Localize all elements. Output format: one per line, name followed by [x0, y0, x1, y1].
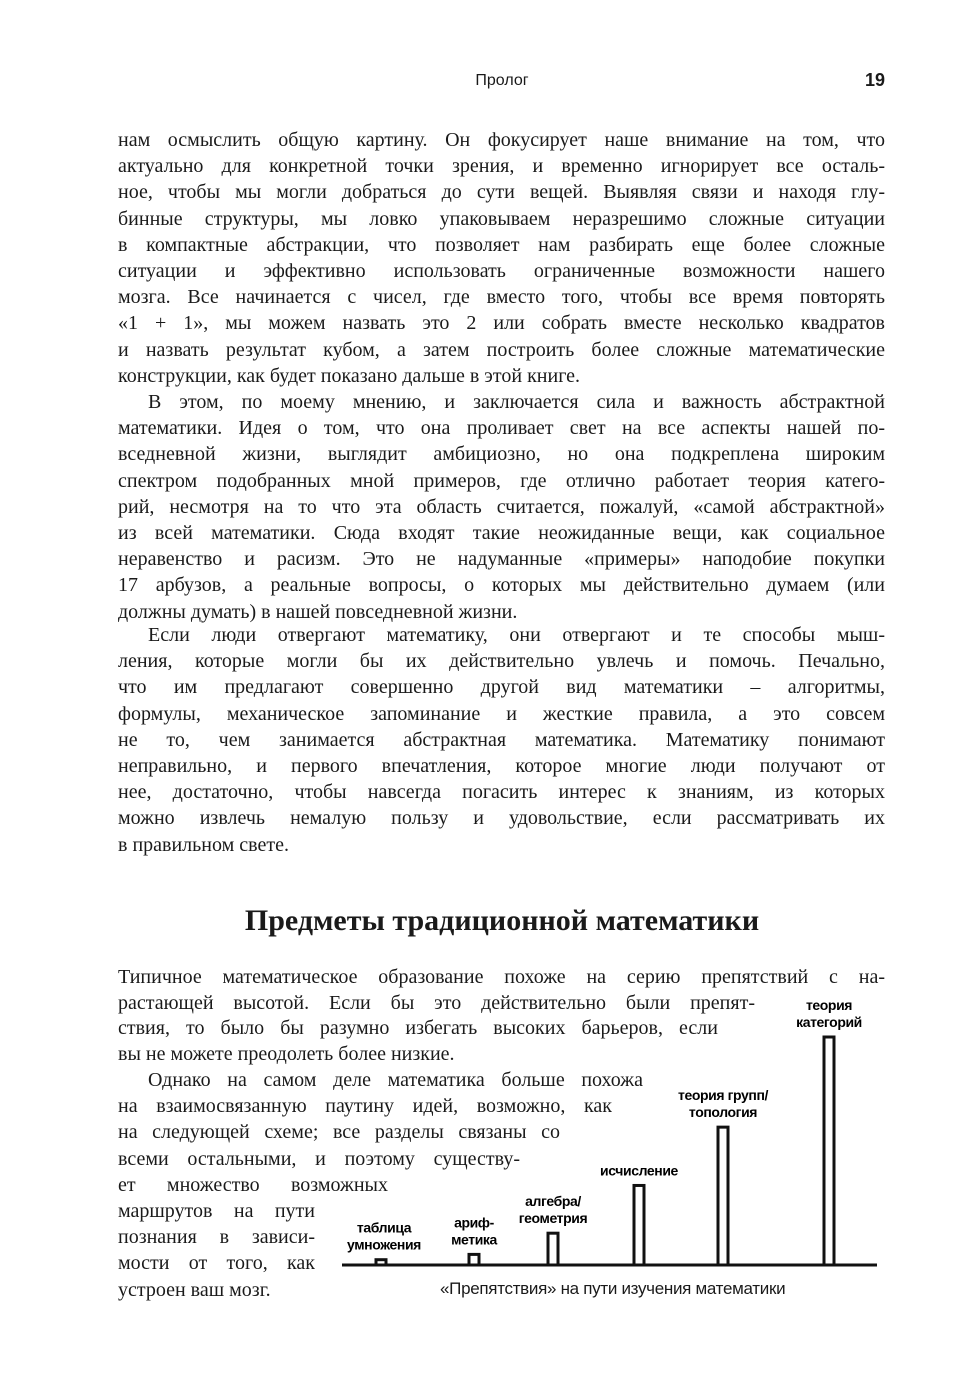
obstacle-label: алгебра/ — [525, 1193, 581, 1210]
text-line: математики. Идея о том, что она проливает свет на все аспекты нашей по- — [118, 417, 885, 440]
obstacle-bar — [376, 1260, 386, 1265]
text-line: познания в зависи- — [118, 1226, 315, 1249]
text-line: не то, чем занимается абстрактная математика. Математику понимают — [118, 728, 885, 751]
text-line: неправильно, и первого впечатления, которое многие люди получают от — [118, 755, 885, 777]
text-line: вседневной жизни, выглядит амбициозно, но она подкреплена широким — [118, 443, 885, 466]
text-line: спектром подобранных мной примеров, где отлично работает теория катего- — [118, 469, 885, 492]
text-line: В этом, по моему мнению, и заключается сила и важность абстрактной — [148, 391, 885, 413]
text-line: растающей высотой. Если бы это действительно были препят- — [118, 991, 755, 1014]
obstacle-bar — [634, 1185, 644, 1265]
text-line: Однако на самом деле математика больше похожа — [148, 1069, 643, 1091]
text-line: мости от того, как — [118, 1252, 315, 1275]
obstacle-label: топология — [688, 1104, 758, 1121]
text-line: на следующей схеме; все разделы связаны со — [118, 1121, 560, 1144]
section-title: Предметы традиционной математики — [244, 904, 760, 937]
text-line: что им предлагают совершенно другой вид математики – алгоритмы, — [118, 676, 885, 699]
text-line: ления, которые могли бы их действительно увлечь и помочь. Печально, — [118, 650, 885, 673]
text-line: нее, достаточно, чтобы навсегда погасить интерес к знаниям, из которых — [118, 781, 885, 804]
text-line: ет множество возможных — [118, 1173, 388, 1196]
obstacle-bar — [469, 1254, 479, 1265]
text-line: 17 арбузов, а реальные вопросы, о которых мы действительно думаем (или — [118, 574, 885, 597]
text-line: ное, чтобы мы могли добраться до сути вещей. Выявляя связи и находя глу- — [118, 181, 885, 204]
text-line: ситуации и эффективно использовать ограниченные возможности нашего — [118, 260, 885, 282]
obstacle-bar — [824, 1037, 834, 1265]
obstacle-label: ариф- — [454, 1214, 494, 1231]
page-number: 19 — [864, 70, 885, 90]
obstacle-label: геометрия — [518, 1210, 588, 1227]
text-line: вы не можете преодолеть более низкие. — [118, 1043, 455, 1066]
text-line: должны думать) в нашей повседневной жизни. — [118, 600, 518, 623]
text-line: Если люди отвергают математику, они отвергают и те способы мыш- — [148, 624, 885, 646]
text-line: маршрутов на пути — [118, 1200, 315, 1222]
obstacle-label: таблица — [356, 1219, 412, 1236]
text-line: из всей математики. Сюда входят такие неожиданные вещи, как социальное — [118, 522, 885, 544]
obstacle-bar — [718, 1127, 728, 1265]
text-line: в компактные абстракции, что позволяет нам разбирать еще более сложные — [118, 233, 885, 256]
obstacle-label: метика — [451, 1231, 497, 1248]
text-line: в правильном свете. — [118, 833, 289, 856]
text-line: «1 + 1», мы можем назвать это 2 или собрать вместе несколько квадратов — [118, 312, 885, 335]
text-line: можно извлечь немалую пользу и удовольствие, если рассматривать их — [118, 807, 885, 830]
text-line: актуально для конкретной точки зрения, и временно игнорирует все осталь- — [118, 155, 885, 178]
text-line: неравенство и расизм. Это не надуманные «примеры» наподобие покупки — [118, 548, 885, 571]
obstacle-label: категорий — [796, 1014, 862, 1030]
text-line: рий, несмотря на то что эта область считается, пожалуй, «самой абстрактной» — [118, 495, 885, 518]
text-line: мозга. Все начинается с чисел, где вместо того, чтобы все время повторять — [118, 286, 885, 309]
text-line: ствия, то было бы разумно избегать высоких барьеров, если — [118, 1017, 718, 1040]
obstacle-bar — [548, 1233, 558, 1265]
obstacle-label: умножения — [347, 1236, 421, 1253]
text-line: и назвать результат кубом, а затем построить более сложные математические — [118, 338, 885, 361]
text-line: конструкции, как будет показано дальше в этой книге. — [118, 364, 581, 387]
text-line: бинные структуры, мы ловко упаковываем неразрешимо сложные ситуации — [118, 207, 885, 230]
text-line: на взаимосвязанную паутину идей, возможно, как — [118, 1095, 612, 1118]
running-head: Пролог — [475, 72, 529, 89]
obstacle-label: исчисление — [600, 1162, 678, 1179]
figure-caption: «Препятствия» на пути изучения математики — [440, 1279, 786, 1298]
text-line: всеми остальными, и поэтому существу- — [118, 1147, 520, 1170]
obstacle-label: теория — [805, 997, 853, 1013]
text-line: формулы, механическое запоминание и жесткие правила, а это совсем — [118, 702, 885, 725]
text-line: нам осмыслить общую картину. Он фокусирует наше внимание на том, что — [118, 129, 885, 151]
text-line: устроен ваш мозг. — [118, 1278, 271, 1301]
obstacle-label: теория групп/ — [678, 1087, 768, 1104]
text-line: Типичное математическое образование похоже на серию препятствий с на- — [118, 966, 885, 988]
